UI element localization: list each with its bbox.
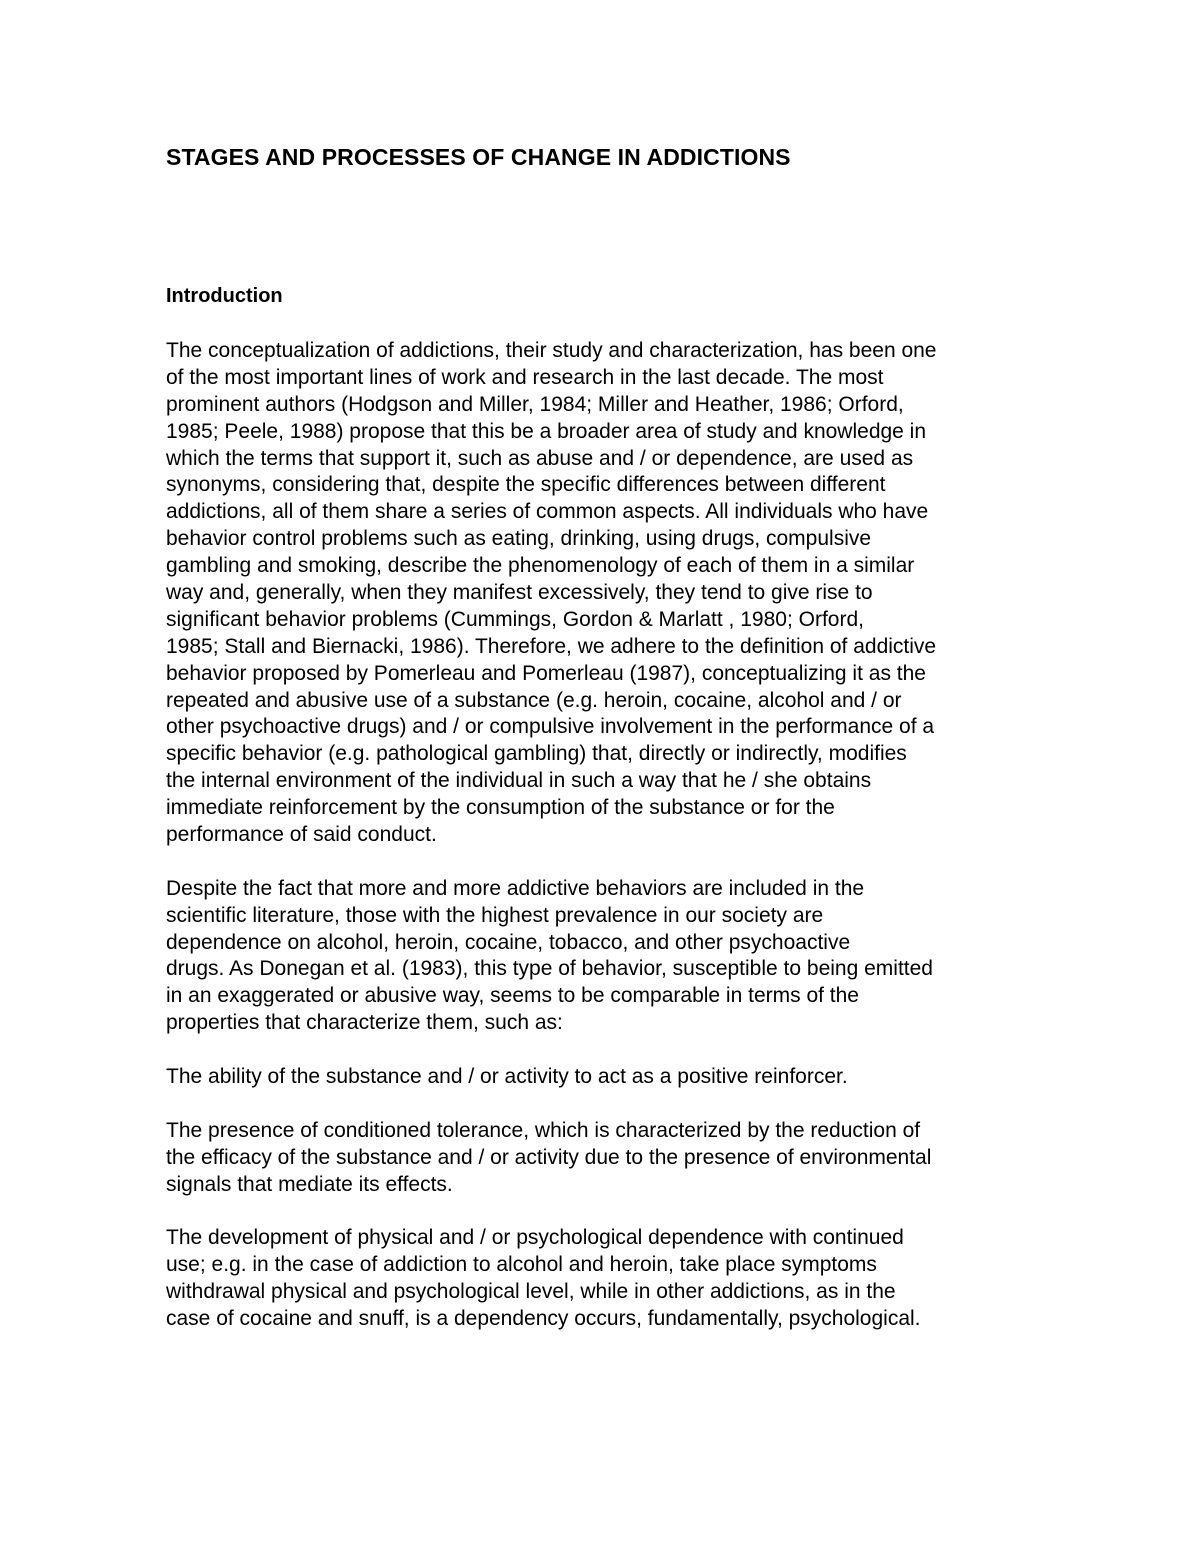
paragraph-line: in an exaggerated or abusive way, seems to be comparable in terms of the — [166, 984, 859, 1008]
paragraph-line: behavior proposed by Pomerleau and Pomerleau (1987), conceptualizing it as the — [166, 661, 926, 685]
paragraph-line: prominent authors (Hodgson and Miller, 1984; Miller and Heather, 1986; Orford, — [166, 392, 904, 416]
paragraph-line: performance of said conduct. — [166, 823, 437, 847]
paragraph-line: 1985; Stall and Biernacki, 1986). Therefore, we adhere to the definition of addictive — [166, 634, 937, 658]
paragraph-line: dependence on alcohol, heroin, cocaine, tobacco, and other psychoactive — [166, 930, 851, 954]
body-text — [166, 338, 1046, 1360]
document-title: STAGES AND PROCESSES OF CHANGE IN ADDICTIONS — [166, 144, 791, 170]
paragraph-line: The development of physical and / or psychological dependence with continued — [166, 1226, 904, 1250]
paragraph-line: signals that mediate its effects. — [166, 1172, 453, 1196]
paragraph — [166, 338, 1046, 849]
paragraph — [166, 1225, 1046, 1333]
paragraph-line: synonyms, considering that, despite the specific differences between different — [166, 473, 886, 497]
paragraph-line: behavior control problems such as eating, drinking, using drugs, compulsive — [166, 527, 872, 551]
paragraph-line: repeated and abusive use of a substance (e.g. heroin, cocaine, alcohol and / or — [166, 688, 902, 712]
paragraph-line: significant behavior problems (Cummings, Gordon & Marlatt , 1980; Orford, — [166, 607, 864, 631]
paragraph-line: other psychoactive drugs) and / or compulsive involvement in the performance of a — [166, 715, 935, 739]
paragraph-line: which the terms that support it, such as abuse and / or dependence, are used as — [166, 446, 914, 470]
paragraph-line: use; e.g. in the case of addiction to alcohol and heroin, take place symptoms — [166, 1253, 877, 1277]
paragraph-line: scientific literature, those with the highest prevalence in our society are — [166, 903, 824, 927]
paragraph-line: the internal environment of the individual in such a way that he / she obtains — [166, 769, 872, 793]
paragraph-line: immediate reinforcement by the consumption of the substance or for the — [166, 796, 835, 820]
paragraph — [166, 876, 1046, 1037]
section-heading-introduction: Introduction — [166, 285, 283, 307]
paragraph-line: the efficacy of the substance and / or activity due to the presence of environmental — [166, 1145, 932, 1169]
paragraph-line: 1985; Peele, 1988) propose that this be a broader area of study and knowledge in — [166, 419, 927, 443]
paragraph-line: drugs. As Donegan et al. (1983), this type of behavior, susceptible to being emitted — [166, 957, 933, 981]
paragraph-line: withdrawal physical and psychological level, while in other addictions, as in the — [166, 1280, 896, 1304]
paragraph-line: specific behavior (e.g. pathological gambling) that, directly or indirectly, modifies — [166, 742, 907, 766]
paragraph-line: way and, generally, when they manifest excessively, they tend to give rise to — [166, 581, 873, 605]
paragraph-line: of the most important lines of work and research in the last decade. The most — [166, 365, 884, 389]
paragraph-line: case of cocaine and snuff, is a dependency occurs, fundamentally, psychological. — [166, 1307, 921, 1331]
paragraph — [166, 1064, 1046, 1091]
paragraph-line: gambling and smoking, describe the phenomenology of each of them in a similar — [166, 554, 915, 578]
paragraph-line: Despite the fact that more and more addictive behaviors are included in the — [166, 876, 865, 900]
paragraph-line: The ability of the substance and / or activity to act as a positive reinforcer. — [166, 1065, 848, 1089]
paragraph-line: addictions, all of them share a series of common aspects. All individuals who have — [166, 500, 929, 524]
paragraph-line: The conceptualization of addictions, their study and characterization, has been one — [166, 339, 937, 362]
paragraph-line: The presence of conditioned tolerance, which is characterized by the reduction of — [166, 1118, 921, 1142]
paragraph — [166, 1118, 1046, 1199]
paragraph-line: properties that characterize them, such as: — [166, 1011, 563, 1035]
